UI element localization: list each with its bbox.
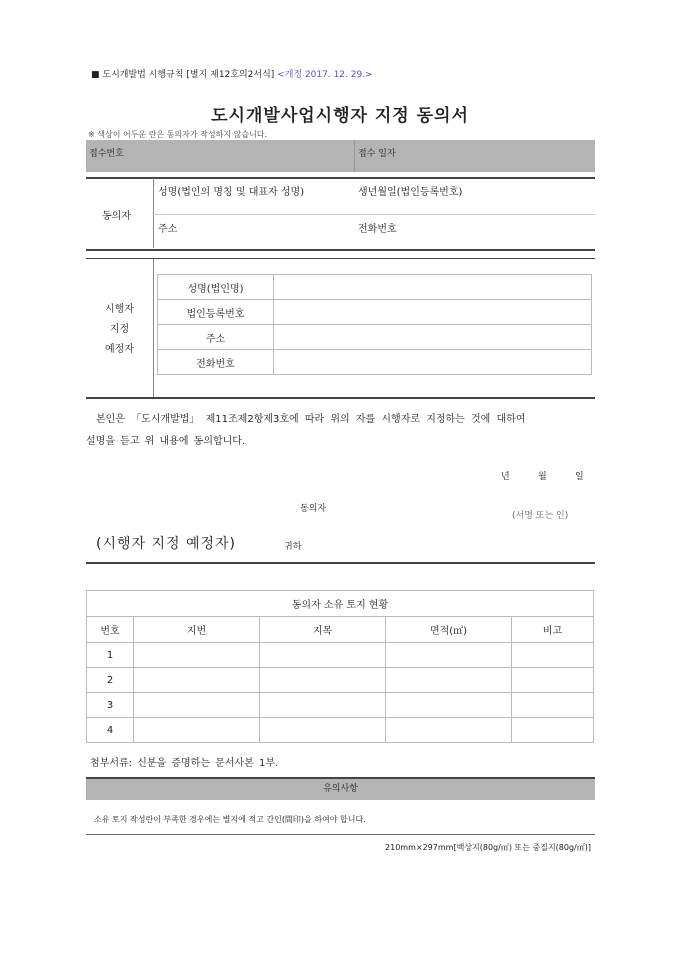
designee-phone-label: 전화번호 xyxy=(158,350,274,375)
statement-line-2: 설명을 듣고 위 내용에 동의합니다. xyxy=(86,436,246,447)
designee-divider xyxy=(153,259,154,397)
designee-label-line: 시행자 xyxy=(105,304,134,315)
table-row xyxy=(87,693,594,718)
lot-cell[interactable] xyxy=(134,668,260,693)
consenter-name-field[interactable]: 성명(법인의 명칭 및 대표자 성명) xyxy=(158,187,305,198)
date-month-label: 월 xyxy=(538,472,547,482)
consenter-address-field[interactable]: 주소 xyxy=(158,224,178,235)
attachment-note: 첨부서류: 신분을 증명하는 문서사본 1부. xyxy=(90,758,279,769)
honorific: 귀하 xyxy=(284,542,302,552)
consenter-label: 동의자 xyxy=(102,211,131,222)
page-title: 도시개발사업시행자 지정 동의서 xyxy=(211,106,469,126)
designee-label-line: 예정자 xyxy=(105,344,134,355)
land-table xyxy=(86,590,594,743)
designee-table xyxy=(157,274,592,375)
receipt-number-label: 접수번호 xyxy=(89,149,124,159)
land-header-category: 지목 xyxy=(260,617,386,643)
remarks-cell[interactable] xyxy=(512,643,594,668)
lot-cell[interactable] xyxy=(134,643,260,668)
row-number: 1 xyxy=(87,643,134,668)
row-number: 4 xyxy=(87,718,134,743)
row-number: 2 xyxy=(87,668,134,693)
area-cell[interactable] xyxy=(386,643,512,668)
row-number: 3 xyxy=(87,693,134,718)
remarks-cell[interactable] xyxy=(512,693,594,718)
land-header-remarks: 비고 xyxy=(512,617,594,643)
designee-label-line: 지정 xyxy=(109,324,130,335)
paper-spec: 210mm×297mm[백상지(80g/㎡) 또는 중질지(80g/㎡)] xyxy=(385,843,591,852)
designee-regno-label: 법인등록번호 xyxy=(158,300,274,325)
designee-address-input[interactable] xyxy=(274,325,592,350)
notice-title: 유의사항 xyxy=(86,779,595,800)
land-header-number: 번호 xyxy=(87,617,134,643)
remarks-cell[interactable] xyxy=(512,668,594,693)
category-cell[interactable] xyxy=(260,643,386,668)
signer-label: 동의자 xyxy=(300,504,327,514)
sign-hint[interactable]: (서명 또는 인) xyxy=(512,511,569,521)
revision-note: <개정 2017. 12. 29.> xyxy=(277,70,373,80)
consenter-birth-field[interactable]: 생년월일(법인등록번호) xyxy=(358,187,463,198)
designee-label xyxy=(86,300,153,360)
designee-name-input[interactable] xyxy=(274,275,592,300)
category-cell[interactable] xyxy=(260,718,386,743)
consenter-mid-line xyxy=(153,214,595,215)
recipient-label: (시행자 지정 예정자) xyxy=(96,536,237,552)
designee-name-label: 성명(법인명) xyxy=(158,275,274,300)
land-table-title: 동의자 소유 토지 현황 xyxy=(87,591,594,617)
area-cell[interactable] xyxy=(386,668,512,693)
square-icon: ■ xyxy=(91,70,100,80)
designee-phone-input[interactable] xyxy=(274,350,592,375)
table-row xyxy=(87,668,594,693)
consenter-top-border xyxy=(86,177,595,179)
land-header-area: 면적(㎡) xyxy=(386,617,512,643)
notice-bottom-border xyxy=(86,834,595,835)
consenter-divider xyxy=(153,178,154,248)
date-day-label: 일 xyxy=(575,472,584,482)
receipt-date-label: 접수 일자 xyxy=(358,149,396,159)
date-year-label: 년 xyxy=(501,472,510,482)
lot-cell[interactable] xyxy=(134,718,260,743)
receipt-bar xyxy=(86,140,595,172)
notice-text: 소유 토지 작성란이 부족한 경우에는 별지에 적고 간인(間印)을 하여야 합니다. xyxy=(94,815,366,824)
designee-top-border-2 xyxy=(86,258,595,259)
form-header xyxy=(91,67,373,80)
designee-bottom-border xyxy=(86,397,595,399)
category-cell[interactable] xyxy=(260,668,386,693)
statement-line-1: 본인은 「도시개발법」 제11조제2항제3호에 따라 위의 자를 시행자로 지정하는 것에 대하여 xyxy=(96,414,526,425)
area-cell[interactable] xyxy=(386,693,512,718)
area-cell[interactable] xyxy=(386,718,512,743)
table-row xyxy=(87,718,594,743)
recipient-bottom-border xyxy=(86,562,595,564)
designee-address-label: 주소 xyxy=(158,325,274,350)
consenter-phone-field[interactable]: 전화번호 xyxy=(358,224,397,235)
remarks-cell[interactable] xyxy=(512,718,594,743)
designee-top-border-1 xyxy=(86,249,595,251)
category-cell[interactable] xyxy=(260,693,386,718)
receipt-divider xyxy=(354,140,355,172)
shading-note: ※ 색상이 어두운 란은 동의자가 작성하지 않습니다. xyxy=(88,130,268,139)
lot-cell[interactable] xyxy=(134,693,260,718)
law-reference: 도시개발법 시행규칙 [별지 제12호의2서식] xyxy=(102,70,275,80)
table-row xyxy=(87,643,594,668)
designee-regno-input[interactable] xyxy=(274,300,592,325)
land-header-lot: 지번 xyxy=(134,617,260,643)
